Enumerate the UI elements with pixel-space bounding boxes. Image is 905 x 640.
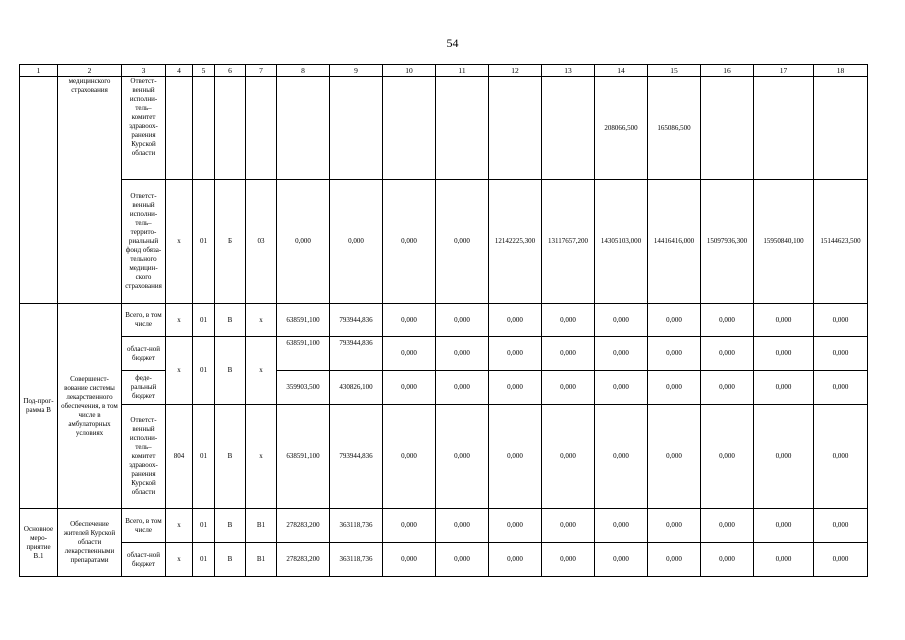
value-cell	[754, 77, 814, 180]
code-cell: х	[166, 543, 193, 577]
value-cell: 0,000	[542, 371, 595, 405]
code-cell: 01	[193, 180, 215, 304]
code-cell	[215, 77, 246, 180]
value-cell: 638591,100	[277, 304, 330, 337]
code-cell: 01	[193, 304, 215, 337]
value-cell	[330, 77, 383, 180]
code-cell: В	[215, 304, 246, 337]
value-cell: 0,000	[542, 405, 595, 509]
value-cell: 0,000	[648, 371, 701, 405]
column-header: 6	[215, 65, 246, 77]
code-cell: 01	[193, 337, 215, 405]
value-cell: 0,000	[701, 509, 754, 543]
value-cell: 0,000	[436, 509, 489, 543]
value-cell: 0,000	[754, 304, 814, 337]
column-header: 11	[436, 65, 489, 77]
value-cell: 0,000	[436, 405, 489, 509]
row-group-cell: Под-прог-рамма В	[20, 304, 58, 509]
value-cell	[383, 77, 436, 180]
column-header: 4	[166, 65, 193, 77]
value-cell: 0,000	[814, 543, 868, 577]
header-row	[20, 65, 868, 77]
row-group-cell	[20, 77, 58, 304]
code-cell: х	[246, 405, 277, 509]
value-cell: 638591,100	[277, 405, 330, 509]
column-header: 15	[648, 65, 701, 77]
table-row	[20, 337, 868, 371]
table-row	[20, 543, 868, 577]
value-cell: 0,000	[648, 337, 701, 371]
value-cell: 278283,200	[277, 543, 330, 577]
value-cell: 0,000	[754, 543, 814, 577]
code-cell: 01	[193, 405, 215, 509]
value-cell	[489, 77, 542, 180]
value-cell: 363118,736	[330, 543, 383, 577]
budget-table	[19, 64, 868, 577]
value-cell	[814, 77, 868, 180]
row-group-cell: Основное меро-приятие В.1	[20, 509, 58, 577]
column-header: 2	[58, 65, 122, 77]
value-cell: 0,000	[383, 304, 436, 337]
value-cell: 0,000	[814, 337, 868, 371]
code-cell: 01	[193, 509, 215, 543]
value-cell: 12142225,300	[489, 180, 542, 304]
value-cell: 0,000	[701, 371, 754, 405]
code-cell: 804	[166, 405, 193, 509]
code-cell: х	[166, 180, 193, 304]
value-cell: 0,000	[648, 509, 701, 543]
measure-name-cell: Совершенст-вование системы лекарственного обеспечения, в том числе в амбулаторных условиях	[58, 304, 122, 509]
value-cell: 0,000	[595, 405, 648, 509]
table-row	[20, 77, 868, 180]
value-cell: 0,000	[814, 304, 868, 337]
value-cell: 0,000	[489, 543, 542, 577]
column-header: 9	[330, 65, 383, 77]
column-header: 8	[277, 65, 330, 77]
code-cell: х	[246, 304, 277, 337]
value-cell: 0,000	[701, 304, 754, 337]
value-cell: 0,000	[701, 405, 754, 509]
table-row	[20, 304, 868, 337]
value-cell: 0,000	[489, 337, 542, 371]
responsible-cell: област-ной бюджет	[122, 337, 166, 371]
measure-name-cell: Обеспечение жителей Курской области лекарственными препаратами	[58, 509, 122, 577]
value-cell: 0,000	[595, 304, 648, 337]
value-cell: 15950840,100	[754, 180, 814, 304]
value-cell: 0,000	[814, 405, 868, 509]
column-header: 17	[754, 65, 814, 77]
value-cell: 0,000	[383, 337, 436, 371]
column-header: 10	[383, 65, 436, 77]
column-header: 14	[595, 65, 648, 77]
value-cell: 0,000	[489, 509, 542, 543]
column-header: 7	[246, 65, 277, 77]
value-cell: 0,000	[436, 180, 489, 304]
value-cell: 0,000	[436, 371, 489, 405]
value-cell: 0,000	[754, 405, 814, 509]
code-cell: В	[215, 509, 246, 543]
code-cell: В	[215, 405, 246, 509]
value-cell: 0,000	[814, 509, 868, 543]
table-row	[20, 180, 868, 304]
value-cell: 0,000	[542, 543, 595, 577]
value-cell: 0,000	[330, 180, 383, 304]
value-cell: 0,000	[383, 371, 436, 405]
value-cell	[277, 77, 330, 180]
value-cell: 208066,500	[595, 77, 648, 180]
value-cell: 0,000	[648, 405, 701, 509]
value-cell: 793944,836	[330, 405, 383, 509]
value-cell: 0,000	[383, 405, 436, 509]
value-cell: 0,000	[754, 371, 814, 405]
code-cell: В1	[246, 543, 277, 577]
column-header: 3	[122, 65, 166, 77]
value-cell: 0,000	[595, 509, 648, 543]
code-cell: 01	[193, 543, 215, 577]
value-cell: 0,000	[277, 180, 330, 304]
value-cell: 0,000	[383, 543, 436, 577]
table-row	[20, 509, 868, 543]
responsible-cell: Ответст-венный исполни-тель– террито-риальный фонд обяза-тельного медицин-ского страхования	[122, 180, 166, 304]
value-cell: 0,000	[383, 509, 436, 543]
value-cell: 359903,500	[277, 371, 330, 405]
value-cell: 0,000	[436, 543, 489, 577]
value-cell	[701, 77, 754, 180]
code-cell: В	[215, 337, 246, 405]
value-cell: 0,000	[383, 180, 436, 304]
value-cell: 0,000	[489, 304, 542, 337]
value-cell: 13117657,200	[542, 180, 595, 304]
responsible-cell: област-ной бюджет	[122, 543, 166, 577]
value-cell: 0,000	[754, 337, 814, 371]
value-cell: 278283,200	[277, 509, 330, 543]
code-cell: х	[246, 337, 277, 405]
code-cell: Б	[215, 180, 246, 304]
column-header: 16	[701, 65, 754, 77]
value-cell: 0,000	[436, 304, 489, 337]
value-cell	[542, 77, 595, 180]
value-cell: 0,000	[542, 304, 595, 337]
column-header: 18	[814, 65, 868, 77]
code-cell: х	[166, 337, 193, 405]
responsible-cell: Ответст-венный исполни-тель– комитет здравоох-ранения Курской области	[122, 77, 166, 180]
column-header: 1	[20, 65, 58, 77]
code-cell: В1	[246, 509, 277, 543]
value-cell: 0,000	[595, 337, 648, 371]
value-cell: 0,000	[701, 337, 754, 371]
responsible-cell: феде-ральный бюджет	[122, 371, 166, 405]
responsible-cell: Всего, в том числе	[122, 304, 166, 337]
code-cell: х	[166, 509, 193, 543]
value-cell: 14305103,000	[595, 180, 648, 304]
value-cell: 0,000	[489, 371, 542, 405]
value-cell: 0,000	[436, 337, 489, 371]
table-row	[20, 371, 868, 405]
value-cell: 0,000	[595, 543, 648, 577]
value-cell: 0,000	[542, 509, 595, 543]
value-cell: 0,000	[754, 509, 814, 543]
value-cell: 15144623,500	[814, 180, 868, 304]
value-cell: 14416416,000	[648, 180, 701, 304]
code-cell	[166, 77, 193, 180]
value-cell: 0,000	[648, 543, 701, 577]
table-row	[20, 405, 868, 509]
code-cell	[246, 77, 277, 180]
value-cell: 638591,100	[277, 327, 330, 361]
responsible-cell: Всего, в том числе	[122, 509, 166, 543]
value-cell: 793944,836	[330, 304, 383, 337]
value-cell: 0,000	[814, 371, 868, 405]
code-cell	[193, 77, 215, 180]
column-header: 5	[193, 65, 215, 77]
value-cell: 165086,500	[648, 77, 701, 180]
code-cell: 03	[246, 180, 277, 304]
value-cell	[436, 77, 489, 180]
value-cell: 0,000	[648, 304, 701, 337]
value-cell: 430826,100	[330, 371, 383, 405]
value-cell: 793944,836	[330, 327, 383, 361]
responsible-cell: Ответст-венный исполни-тель– комитет здравоох-ранения Курской области	[122, 405, 166, 509]
code-cell: В	[215, 543, 246, 577]
value-cell: 0,000	[489, 405, 542, 509]
value-cell: 0,000	[542, 337, 595, 371]
value-cell: 15097936,300	[701, 180, 754, 304]
code-cell: х	[166, 304, 193, 337]
value-cell: 363118,736	[330, 509, 383, 543]
value-cell: 0,000	[595, 371, 648, 405]
column-header: 12	[489, 65, 542, 77]
column-header: 13	[542, 65, 595, 77]
value-cell: 0,000	[701, 543, 754, 577]
page-number: 54	[446, 36, 459, 50]
measure-name-cell: медицинского страхования	[58, 77, 122, 304]
